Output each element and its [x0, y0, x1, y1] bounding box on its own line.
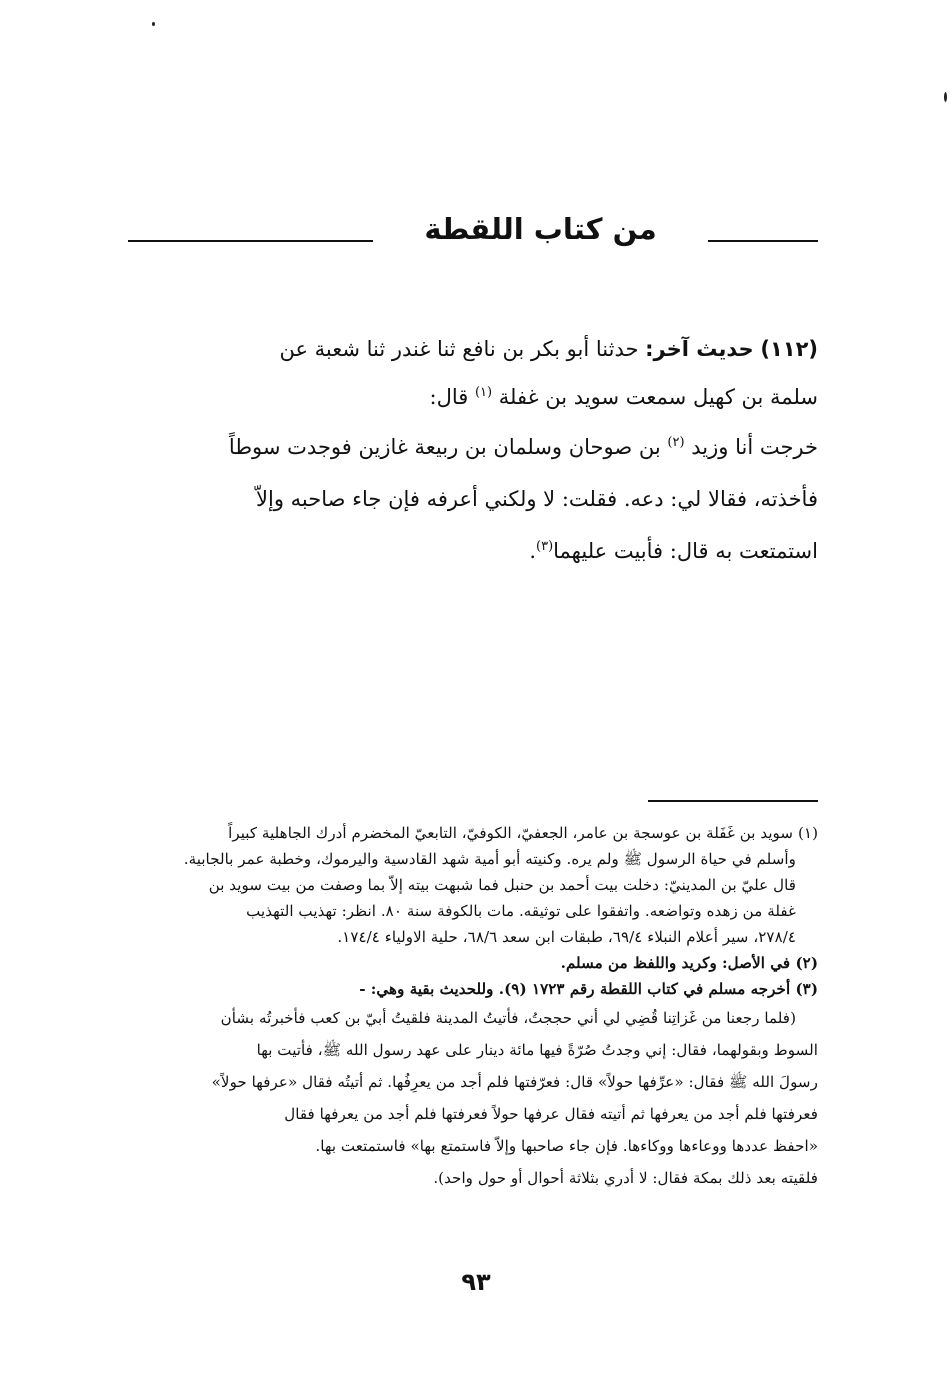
- footnote-ref-3: (٣): [536, 539, 554, 554]
- hadith-isnad-end: قال:: [429, 385, 469, 409]
- footnote-3-quote-line: فلقيته بعد ذلك بمكة فقال: لا أدري بثلاثة أحوال أو حول واحد).: [433, 1169, 818, 1187]
- scan-speck: [944, 92, 947, 102]
- hadith-block: [128, 325, 818, 563]
- heading-rule-left: [128, 240, 373, 242]
- footnote-1-line: (١) سويد بن غَفَلة بن عوسجة بن عامر، الجعفيّ، الكوفيّ، التابعيّ المخضرم أدرك الجاهلية كبيراً: [228, 824, 818, 842]
- footnote-2: (٢) في الأصل: وكريد واللفظ من مسلم.: [560, 954, 818, 972]
- footnote-3-quote-line: (فلما رجعنا من غَزاتِنا قُضِي لي أني حججتُ، فأتيتُ المدينة فلقيتُ أبيّ بن كعب فأخبرتُه بشأن: [220, 1009, 796, 1027]
- footnote-3-quote-line: فعرفتها فلم أجد من يعرفها ثم أتيته فقال عرفها حولاً فعرفتها فلم أجد من يعرفها فقال: [284, 1105, 818, 1123]
- hadith-line-2: [128, 373, 818, 421]
- heading-rule-right: [708, 240, 818, 242]
- footnote-1-line: غفلة من زهده وتواضعه. واتفقوا على توثيقه. مات بالكوفة سنة ٨٠. انظر: تهذيب التهذيب: [246, 902, 796, 920]
- chapter-heading: [128, 208, 818, 258]
- matn-text: خرجت أنا وزيد: [691, 435, 818, 459]
- footnotes: [128, 820, 818, 1194]
- hadith-isnad-cont: سلمة بن كهيل سمعت سويد بن غفلة: [498, 385, 818, 409]
- hadith-line-1: [128, 325, 818, 373]
- hadith-number: (١١٢): [760, 337, 818, 361]
- footnote-ref-2: (٢): [667, 435, 685, 450]
- matn-text: فأخذته، فقالا لي: دعه. فقلت: لا ولكني أعرفه فإن جاء صاحبه وإلاّ: [256, 487, 818, 511]
- matn-line-2: [128, 473, 818, 525]
- footnote-separator: [648, 800, 818, 802]
- footnote-3: (٣) أخرجه مسلم في كتاب اللقطة رقم ١٧٢٣ (٩). وللحديث بقية وهي: -: [359, 980, 818, 998]
- footnote-1-line: قال عليّ بن المدينيّ: دخلت بيت أحمد بن حنبل فما شبهت بيته إلاّ بما وصفت من بيت سويد بن: [208, 876, 796, 894]
- hadith-isnad: حدثنا أبو بكر بن نافع ثنا غندر ثنا شعبة عن: [279, 337, 639, 361]
- footnote-3-quote-line: السوط وبقولهما، فقال: إني وجدتُ صُرّةً فيها مائة دينار على عهد رسول الله ﷺ، فأتيت بها: [256, 1041, 818, 1059]
- chapter-title: من كتاب اللقطة: [424, 212, 657, 246]
- page-number: ٩٣: [461, 1268, 491, 1296]
- footnote-3-quote-line: «احفظ عددها ووعاءها ووكاءها. فإن جاء صاحبها وإلاّ فاستمتع بها» فاستمتعت بها.: [315, 1137, 818, 1155]
- matn-text: استمتعت به قال: فأبيت عليهما: [553, 539, 818, 563]
- matn-end: .: [529, 539, 536, 563]
- footnote-ref-1: (١): [474, 385, 493, 400]
- scan-speck: [152, 22, 155, 26]
- matn-text: بن صوحان وسلمان بن ربيعة غازين فوجدت سوطاً: [228, 435, 661, 459]
- matn-line-1: [128, 421, 818, 473]
- footnote-3-quote-line: رسولَ الله ﷺ فقال: «عرِّفها حولاً» قال: فعرّفتها فلم أجد من يعرِفُها. ثم أتيتُه فقال «عرفها حولاً»: [211, 1073, 818, 1091]
- hadith-matn: [128, 421, 818, 577]
- hadith-heading: حديث آخر:: [645, 337, 754, 361]
- matn-line-3: [128, 525, 818, 577]
- footnote-1-line: ٢٧٨/٤، سير أعلام النبلاء ٦٩/٤، طبقات ابن سعد ٦٨/٦، حلية الاولياء ١٧٤/٤.: [337, 928, 796, 946]
- footnote-1-line: وأسلم في حياة الرسول ﷺ ولم يره. وكنيته أبو أمية شهد القادسية واليرموك، وخطبة عمر بالجابية.: [183, 850, 796, 868]
